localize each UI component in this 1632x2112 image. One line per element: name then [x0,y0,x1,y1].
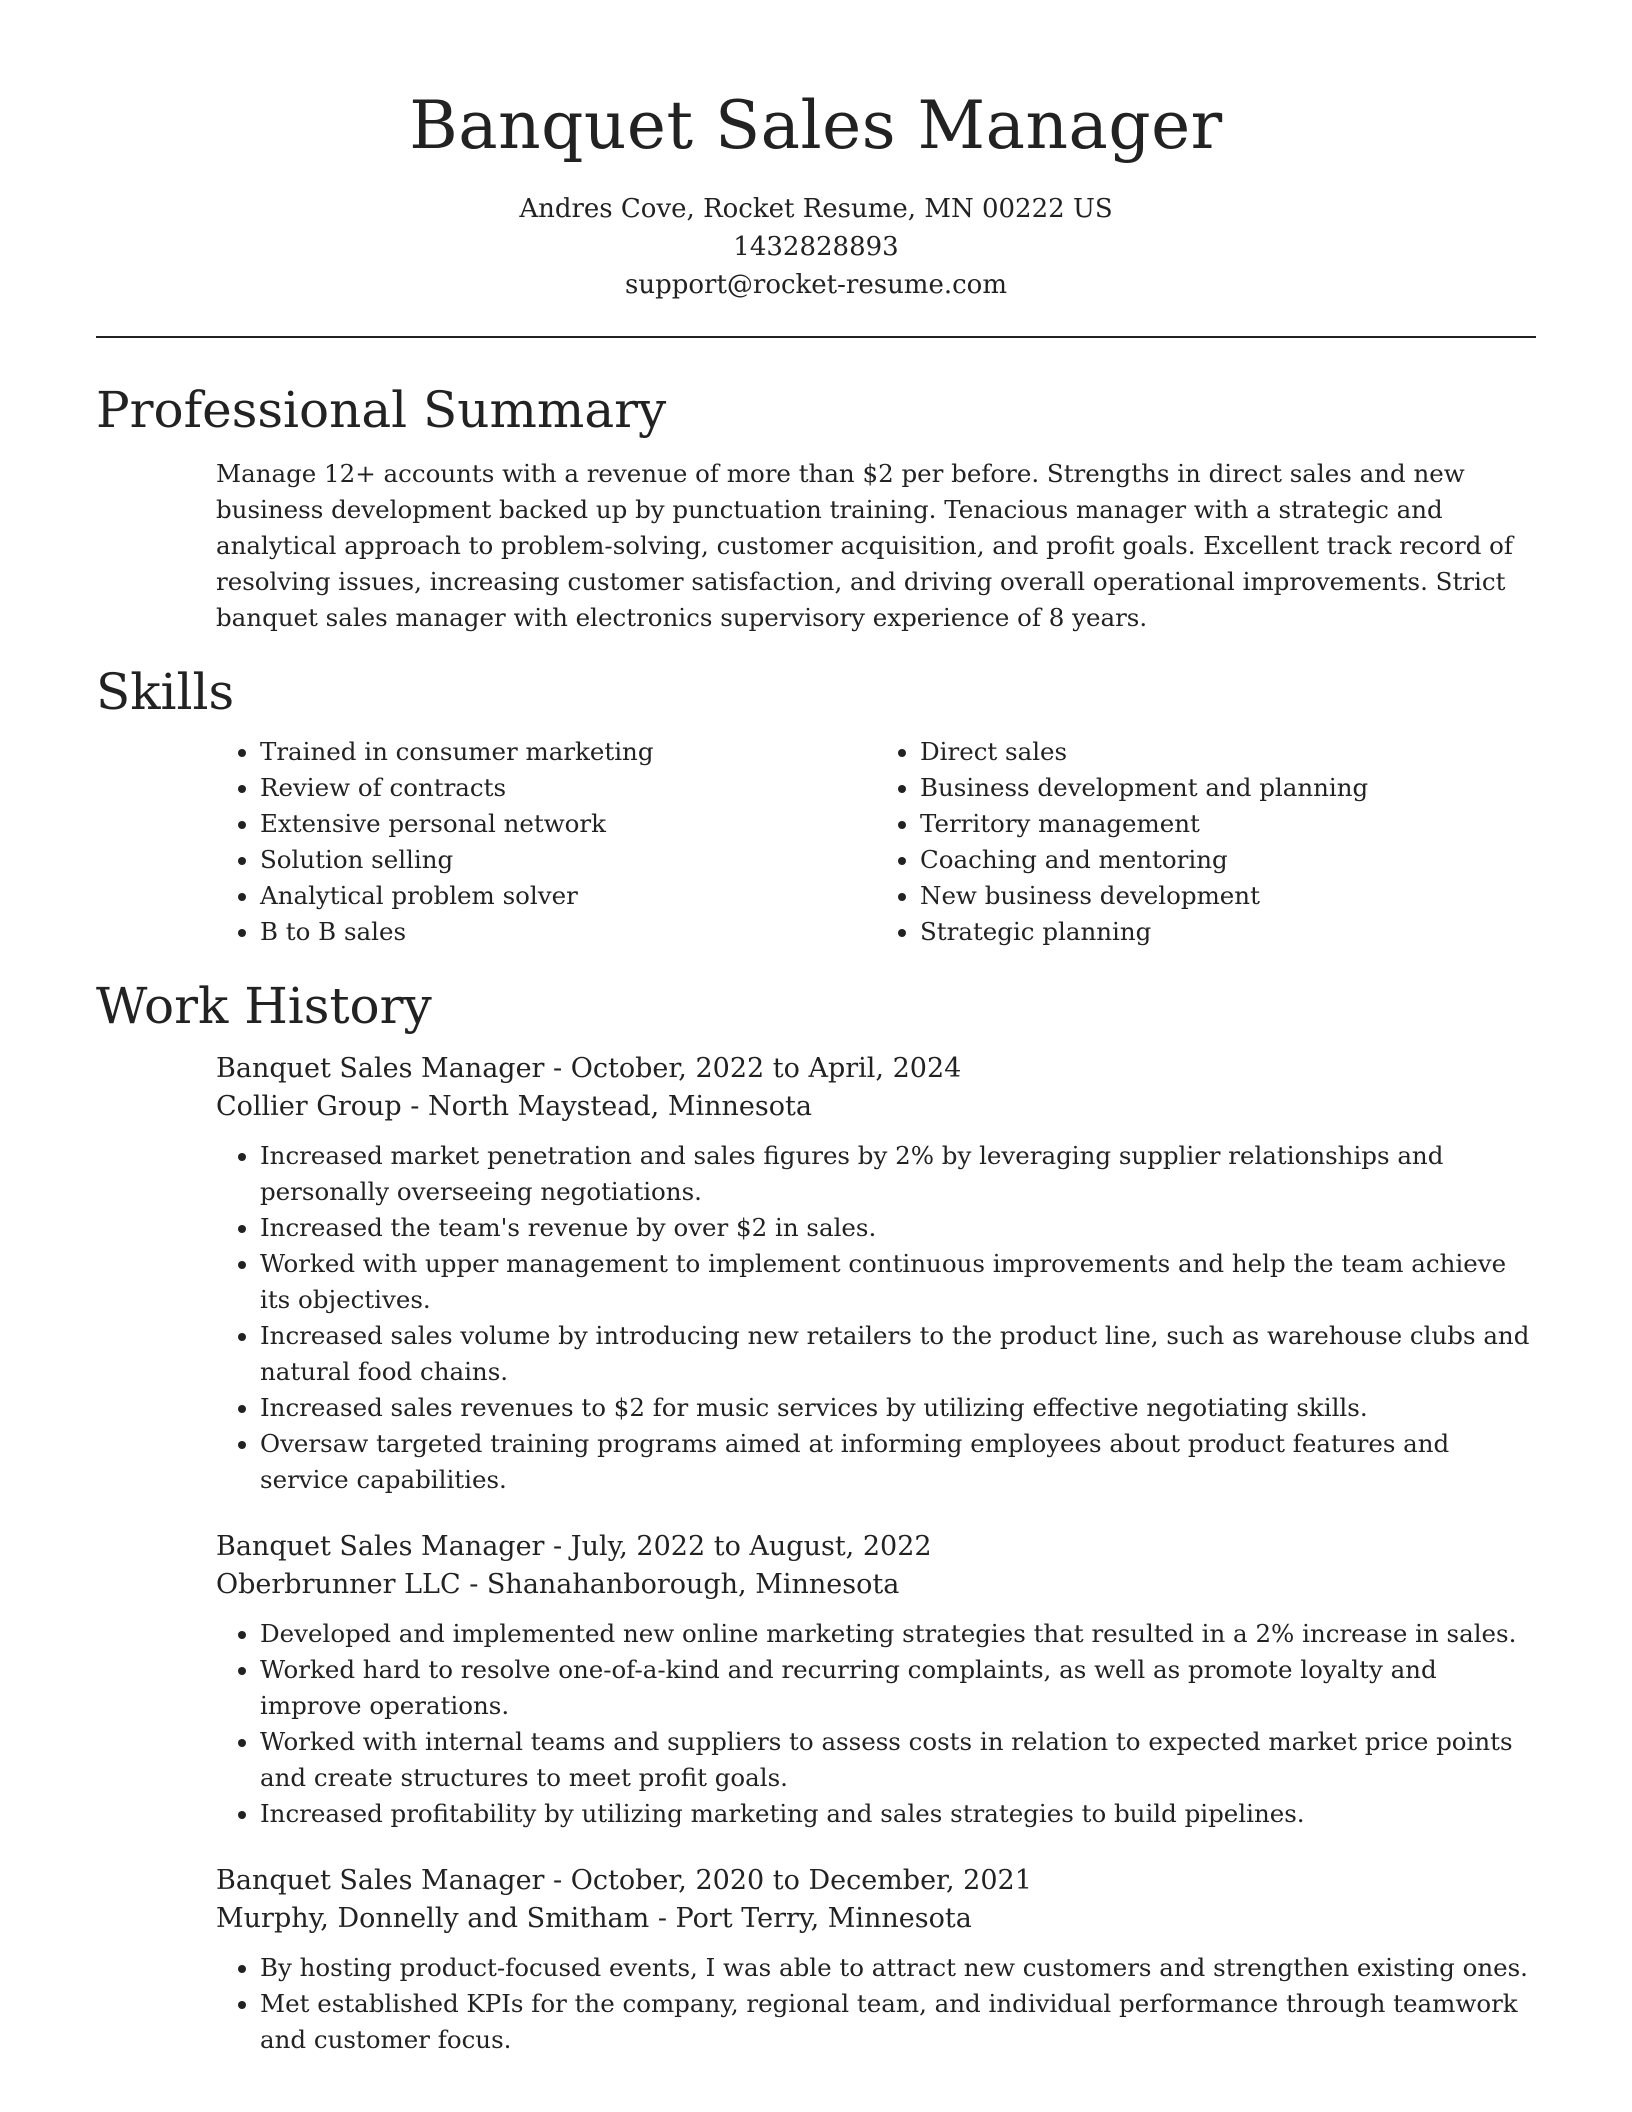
job-company: Murphy, Donnelly and Smitham - Port Terry, Minnesota [216,1903,972,1934]
job-bullet: • Increased sales volume by introducing new retailers to the product line, such as warehouse clubs and natural food chains. [260,1318,1536,1390]
contact-address: Andres Cove, Rocket Resume, MN 00222 US [519,194,1113,224]
skill-item: • Territory management [920,806,1536,842]
job-entry [216,1862,1536,2058]
work-title: Work History [96,977,432,1035]
skills-section [96,660,1536,950]
skill-item: • Business development and planning [920,770,1536,806]
contact-phone: 1432828893 [733,232,899,262]
job-bullet: • By hosting product-focused events, I was able to attract new customers and strengthen existing ones. [260,1950,1536,1986]
skill-item: • Direct sales [920,734,1536,770]
job-bullet: • Oversaw targeted training programs aimed at informing employees about product features and service capabilities. [260,1426,1536,1498]
work-section [96,974,1536,2058]
job-bullets [216,1950,1536,2058]
job-entry [216,1050,1536,1498]
job-bullet: • Increased profitability by utilizing marketing and sales strategies to build pipelines. [260,1796,1536,1832]
skill-item: • New business development [920,878,1536,914]
summary-section [96,378,1536,636]
job-bullets [216,1138,1536,1498]
resume-header [0,0,1632,304]
skill-item: • Coaching and mentoring [920,842,1536,878]
skill-item: • Extensive personal network [260,806,876,842]
contact-info [0,190,1632,304]
job-title: Banquet Sales Manager - October, 2022 to April, 2024 [216,1053,962,1084]
skills-list-left [216,734,876,950]
summary-text: Manage 12+ accounts with a revenue of more than $2 per before. Strengths in direct sales and new business development backed up by punctuation training. Tenacious manager with a strategic and analytical approach to problem-solving, customer acquisition, and profit goals. Excellent track record of resolving issues, increasing customer satisfaction, and driving overall operational improvements. Strict banquet sales manager with electronics supervisory experience of 8 years. [216,459,1513,632]
resume-name: Banquet Sales Manager [409,87,1223,164]
skill-item: • Solution selling [260,842,876,878]
skills-list-right [876,734,1536,950]
job-entry [216,1528,1536,1832]
job-bullet: • Worked hard to resolve one-of-a-kind and recurring complaints, as well as promote loyalty and improve operations. [260,1652,1536,1724]
job-bullet: • Increased sales revenues to $2 for music services by utilizing effective negotiating skills. [260,1390,1536,1426]
contact-email: support@rocket-resume.com [624,270,1007,300]
skills-title: Skills [96,663,235,721]
skill-item: • Review of contracts [260,770,876,806]
job-bullet: • Worked with internal teams and suppliers to assess costs in relation to expected market price points and create structures to meet profit goals. [260,1724,1536,1796]
job-bullet: • Met established KPIs for the company, regional team, and individual performance through teamwork and customer focus. [260,1986,1536,2058]
job-bullet: • Worked with upper management to implement continuous improvements and help the team achieve its objectives. [260,1246,1536,1318]
skill-item: • Strategic planning [920,914,1536,950]
header-divider [96,336,1536,338]
job-bullets [216,1616,1536,1832]
job-bullet: • Developed and implemented new online marketing strategies that resulted in a 2% increase in sales. [260,1616,1536,1652]
skill-item: • Trained in consumer marketing [260,734,876,770]
summary-title: Professional Summary [96,381,667,439]
job-title: Banquet Sales Manager - July, 2022 to August, 2022 [216,1531,932,1562]
job-bullet: • Increased market penetration and sales figures by 2% by leveraging supplier relationships and personally overseeing negotiations. [260,1138,1536,1210]
job-title: Banquet Sales Manager - October, 2020 to December, 2021 [216,1865,1032,1896]
job-company: Oberbrunner LLC - Shanahanborough, Minnesota [216,1569,900,1600]
skill-item: • Analytical problem solver [260,878,876,914]
job-company: Collier Group - North Maystead, Minnesota [216,1091,812,1122]
skill-item: • B to B sales [260,914,876,950]
job-bullet: • Increased the team's revenue by over $2 in sales. [260,1210,1536,1246]
